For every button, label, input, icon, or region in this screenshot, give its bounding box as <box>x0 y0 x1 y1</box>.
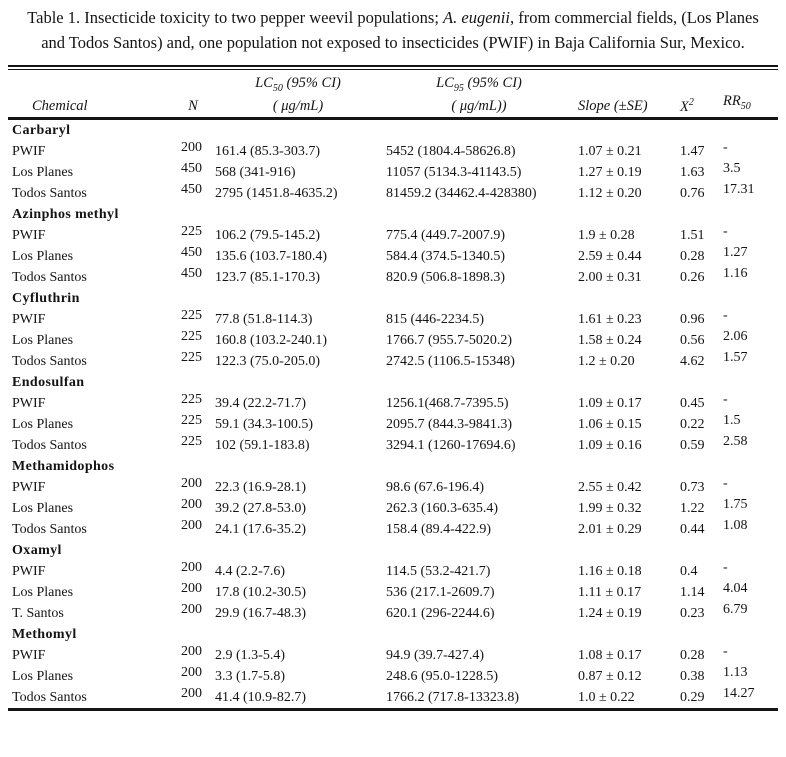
chi-square-cell: 0.45 <box>680 396 705 412</box>
slope-cell: 2.55 ± 0.42 <box>578 480 642 496</box>
table-area <box>8 65 778 712</box>
n-cell: 200 <box>181 140 202 156</box>
n-cell: 200 <box>181 686 202 702</box>
slope-cell: 1.09 ± 0.17 <box>578 396 642 412</box>
rr50-cell: 4.04 <box>723 581 748 597</box>
header-chemical: Chemical <box>8 71 173 119</box>
data-row <box>8 414 778 435</box>
lc50-cell: 123.7 (85.1-170.3) <box>215 270 320 286</box>
header-lc95 <box>383 71 575 119</box>
chi-square-cell: 4.62 <box>680 354 705 370</box>
data-row <box>8 162 778 183</box>
chemical-name: Carbaryl <box>12 123 71 139</box>
header-lc95-line1: $LC_{95}$ (95% CI) <box>436 74 522 94</box>
slope-cell: 1.2 ± 0.20 <box>578 354 635 370</box>
rr50-cell: 2.06 <box>723 329 748 345</box>
population-cell: Los Planes <box>12 165 74 181</box>
lc50-cell: 39.2 (27.8-53.0) <box>215 501 306 517</box>
rr50-cell: 1.27 <box>723 245 748 261</box>
n-cell: 225 <box>181 413 202 429</box>
rr50-cell: 1.5 <box>723 413 741 429</box>
slope-cell: 0.87 ± 0.12 <box>578 669 642 685</box>
slope-cell: 2.01 ± 0.29 <box>578 522 642 538</box>
lc50-cell: 39.4 (22.2-71.7) <box>215 396 306 412</box>
n-cell: 450 <box>181 245 202 261</box>
header-lc50-unit: ( μg/mL) <box>272 98 324 115</box>
data-row <box>8 519 778 540</box>
rr50-cell: 1.08 <box>723 518 748 534</box>
chi-square-cell: 0.4 <box>680 564 698 580</box>
header-rr50: $RR_{50}$ <box>721 71 778 119</box>
chi-square-cell: 0.23 <box>680 606 705 622</box>
lc50-cell: 22.3 (16.9-28.1) <box>215 480 306 496</box>
slope-cell: 1.58 ± 0.24 <box>578 333 642 349</box>
n-cell: 200 <box>181 518 202 534</box>
population-cell: T. Santos <box>12 606 64 622</box>
n-cell: 450 <box>181 266 202 282</box>
population-cell: PWIF <box>12 144 46 160</box>
n-cell: 225 <box>181 329 202 345</box>
chemical-section-row <box>8 119 778 142</box>
population-cell: Los Planes <box>12 669 74 685</box>
population-cell: PWIF <box>12 564 46 580</box>
chi-square-cell: 0.73 <box>680 480 705 496</box>
population-cell: PWIF <box>12 480 46 496</box>
data-row <box>8 393 778 414</box>
n-cell: 200 <box>181 644 202 660</box>
n-cell: 450 <box>181 182 202 198</box>
slope-cell: 1.07 ± 0.21 <box>578 144 642 160</box>
data-row <box>8 645 778 666</box>
lc50-cell: 2795 (1451.8-4635.2) <box>215 186 338 202</box>
slope-cell: 1.09 ± 0.16 <box>578 438 642 454</box>
chi-square-cell: 1.22 <box>680 501 705 517</box>
lc50-cell: 59.1 (34.3-100.5) <box>215 417 313 433</box>
n-cell: 225 <box>181 434 202 450</box>
population-cell: Los Planes <box>12 249 74 265</box>
population-cell: Los Planes <box>12 417 74 433</box>
rr50-cell: - <box>723 392 728 408</box>
lc95-cell: 5452 (1804.4-58626.8) <box>386 144 516 160</box>
population-cell: Todos Santos <box>12 438 87 454</box>
data-row <box>8 582 778 603</box>
lc50-cell: 2.9 (1.3-5.4) <box>215 648 285 664</box>
slope-cell: 1.99 ± 0.32 <box>578 501 642 517</box>
slope-cell: 2.59 ± 0.44 <box>578 249 642 265</box>
toxicity-table <box>8 71 778 712</box>
header-lc50-line1: $LC_{50}$ (95% CI) <box>255 74 341 94</box>
lc95-cell: 3294.1 (1260-17694.6) <box>386 438 516 454</box>
chemical-name: Methamidophos <box>12 459 115 475</box>
rr50-cell: 17.31 <box>723 182 755 198</box>
chi-square-cell: 0.26 <box>680 270 705 286</box>
chi-square-cell: 0.76 <box>680 186 705 202</box>
rr50-cell: 1.75 <box>723 497 748 513</box>
rr50-cell: - <box>723 308 728 324</box>
n-cell: 225 <box>181 350 202 366</box>
lc95-cell: 114.5 (53.2-421.7) <box>386 564 491 580</box>
lc95-cell: 820.9 (506.8-1898.3) <box>386 270 505 286</box>
header-n: N <box>173 71 213 119</box>
data-row <box>8 330 778 351</box>
data-row <box>8 246 778 267</box>
chemical-section-row <box>8 540 778 561</box>
header-row <box>8 71 778 119</box>
slope-cell: 1.08 ± 0.17 <box>578 648 642 664</box>
data-row <box>8 225 778 246</box>
chi-square-cell: 0.56 <box>680 333 705 349</box>
slope-cell: 1.61 ± 0.23 <box>578 312 642 328</box>
table-header <box>8 71 778 119</box>
header-slope: Slope (±SE) <box>575 71 677 119</box>
lc50-cell: 4.4 (2.2-7.6) <box>215 564 285 580</box>
caption-text-after: , from commercial fields, (Los Planes and Todos Santos) and, one population not exposed to insecticides (PWIF) in Baja California Sur, Mexico. <box>41 8 759 52</box>
lc95-cell: 815 (446-2234.5) <box>386 312 484 328</box>
chi-square-cell: 0.22 <box>680 417 705 433</box>
lc95-cell: 98.6 (67.6-196.4) <box>386 480 484 496</box>
rr50-cell: - <box>723 476 728 492</box>
lc50-cell: 17.8 (10.2-30.5) <box>215 585 306 601</box>
chi-square-cell: 1.14 <box>680 585 705 601</box>
data-row <box>8 498 778 519</box>
population-cell: Los Planes <box>12 501 74 517</box>
n-cell: 200 <box>181 581 202 597</box>
slope-cell: 1.16 ± 0.18 <box>578 564 642 580</box>
n-cell: 200 <box>181 560 202 576</box>
lc95-cell: 1766.2 (717.8-13323.8) <box>386 690 519 706</box>
lc50-cell: 24.1 (17.6-35.2) <box>215 522 306 538</box>
data-row <box>8 435 778 456</box>
slope-cell: 1.12 ± 0.20 <box>578 186 642 202</box>
population-cell: Todos Santos <box>12 354 87 370</box>
population-cell: Todos Santos <box>12 522 87 538</box>
caption-text-before: Table 1. Insecticide toxicity to two pepper weevil populations; <box>27 8 444 27</box>
rr50-cell: - <box>723 224 728 240</box>
data-row <box>8 267 778 288</box>
chi-square-cell: 0.28 <box>680 249 705 265</box>
lc95-cell: 2095.7 (844.3-9841.3) <box>386 417 512 433</box>
chemical-section-row <box>8 456 778 477</box>
data-row <box>8 309 778 330</box>
population-cell: PWIF <box>12 312 46 328</box>
rr50-cell: - <box>723 644 728 660</box>
chi-square-cell: 0.29 <box>680 690 705 706</box>
lc95-cell: 1766.7 (955.7-5020.2) <box>386 333 512 349</box>
data-row <box>8 603 778 624</box>
lc95-cell: 248.6 (95.0-1228.5) <box>386 669 498 685</box>
chemical-name: Oxamyl <box>12 543 62 559</box>
lc50-cell: 135.6 (103.7-180.4) <box>215 249 327 265</box>
lc95-cell: 262.3 (160.3-635.4) <box>386 501 498 517</box>
lc50-cell: 77.8 (51.8-114.3) <box>215 312 313 328</box>
data-row <box>8 141 778 162</box>
lc95-cell: 94.9 (39.7-427.4) <box>386 648 484 664</box>
chemical-section-row <box>8 372 778 393</box>
lc95-cell: 11057 (5134.3-41143.5) <box>386 165 522 181</box>
population-cell: Los Planes <box>12 333 74 349</box>
population-cell: PWIF <box>12 396 46 412</box>
data-row <box>8 183 778 204</box>
lc50-cell: 29.9 (16.7-48.3) <box>215 606 306 622</box>
rr50-cell: - <box>723 140 728 156</box>
chi-square-cell: 0.28 <box>680 648 705 664</box>
slope-cell: 1.27 ± 0.19 <box>578 165 642 181</box>
chemical-section-row <box>8 624 778 645</box>
population-cell: Los Planes <box>12 585 74 601</box>
population-cell: Todos Santos <box>12 690 87 706</box>
top-rule-thin <box>8 69 778 70</box>
lc50-cell: 160.8 (103.2-240.1) <box>215 333 327 349</box>
slope-cell: 1.06 ± 0.15 <box>578 417 642 433</box>
rr50-cell: 1.16 <box>723 266 748 282</box>
chi-square-cell: 0.38 <box>680 669 705 685</box>
n-cell: 225 <box>181 224 202 240</box>
header-lc50 <box>213 71 383 119</box>
n-cell: 200 <box>181 665 202 681</box>
header-lc95-unit: ( μg/mL)) <box>451 98 507 115</box>
data-row <box>8 351 778 372</box>
n-cell: 225 <box>181 392 202 408</box>
chi-square-cell: 0.44 <box>680 522 705 538</box>
lc50-cell: 122.3 (75.0-205.0) <box>215 354 320 370</box>
species-name: A. eugenii <box>443 8 510 27</box>
lc95-cell: 620.1 (296-2244.6) <box>386 606 495 622</box>
rr50-cell: 14.27 <box>723 686 755 702</box>
slope-cell: 2.00 ± 0.31 <box>578 270 642 286</box>
chemical-name: Cyfluthrin <box>12 291 80 307</box>
data-row <box>8 666 778 687</box>
n-cell: 200 <box>181 476 202 492</box>
lc50-cell: 106.2 (79.5-145.2) <box>215 228 320 244</box>
lc95-cell: 775.4 (449.7-2007.9) <box>386 228 505 244</box>
lc95-cell: 81459.2 (34462.4-428380) <box>386 186 537 202</box>
lc95-cell: 2742.5 (1106.5-15348) <box>386 354 515 370</box>
chemical-name: Azinphos methyl <box>12 207 119 223</box>
chemical-name: Methomyl <box>12 627 77 643</box>
slope-cell: 1.0 ± 0.22 <box>578 690 635 706</box>
n-cell: 200 <box>181 602 202 618</box>
population-cell: Todos Santos <box>12 186 87 202</box>
header-chi-square: $X^2$ <box>677 71 721 119</box>
table-body <box>8 119 778 710</box>
lc50-cell: 161.4 (85.3-303.7) <box>215 144 320 160</box>
lc95-cell: 536 (217.1-2609.7) <box>386 585 495 601</box>
data-row <box>8 687 778 710</box>
rr50-cell: 1.57 <box>723 350 748 366</box>
lc95-cell: 584.4 (374.5-1340.5) <box>386 249 505 265</box>
lc50-cell: 41.4 (10.9-82.7) <box>215 690 306 706</box>
rr50-cell: 1.13 <box>723 665 748 681</box>
population-cell: PWIF <box>12 648 46 664</box>
rr50-cell: 2.58 <box>723 434 748 450</box>
data-row <box>8 561 778 582</box>
population-cell: PWIF <box>12 228 46 244</box>
chi-square-cell: 0.59 <box>680 438 705 454</box>
population-cell: Todos Santos <box>12 270 87 286</box>
lc50-cell: 102 (59.1-183.8) <box>215 438 310 454</box>
chemical-section-row <box>8 204 778 225</box>
chi-square-cell: 1.47 <box>680 144 705 160</box>
rr50-cell: 3.5 <box>723 161 741 177</box>
chemical-name: Endosulfan <box>12 375 85 391</box>
rr50-cell: - <box>723 560 728 576</box>
slope-cell: 1.24 ± 0.19 <box>578 606 642 622</box>
chemical-section-row <box>8 288 778 309</box>
n-cell: 200 <box>181 497 202 513</box>
slope-cell: 1.9 ± 0.28 <box>578 228 635 244</box>
n-cell: 225 <box>181 308 202 324</box>
lc95-cell: 1256.1(468.7-7395.5) <box>386 396 509 412</box>
chi-square-cell: 1.51 <box>680 228 705 244</box>
lc50-cell: 568 (341-916) <box>215 165 296 181</box>
table-caption <box>0 0 786 56</box>
chi-square-cell: 0.96 <box>680 312 705 328</box>
n-cell: 450 <box>181 161 202 177</box>
slope-cell: 1.11 ± 0.17 <box>578 585 642 601</box>
data-row <box>8 477 778 498</box>
lc95-cell: 158.4 (89.4-422.9) <box>386 522 491 538</box>
lc50-cell: 3.3 (1.7-5.8) <box>215 669 285 685</box>
rr50-cell: 6.79 <box>723 602 748 618</box>
chi-square-cell: 1.63 <box>680 165 705 181</box>
